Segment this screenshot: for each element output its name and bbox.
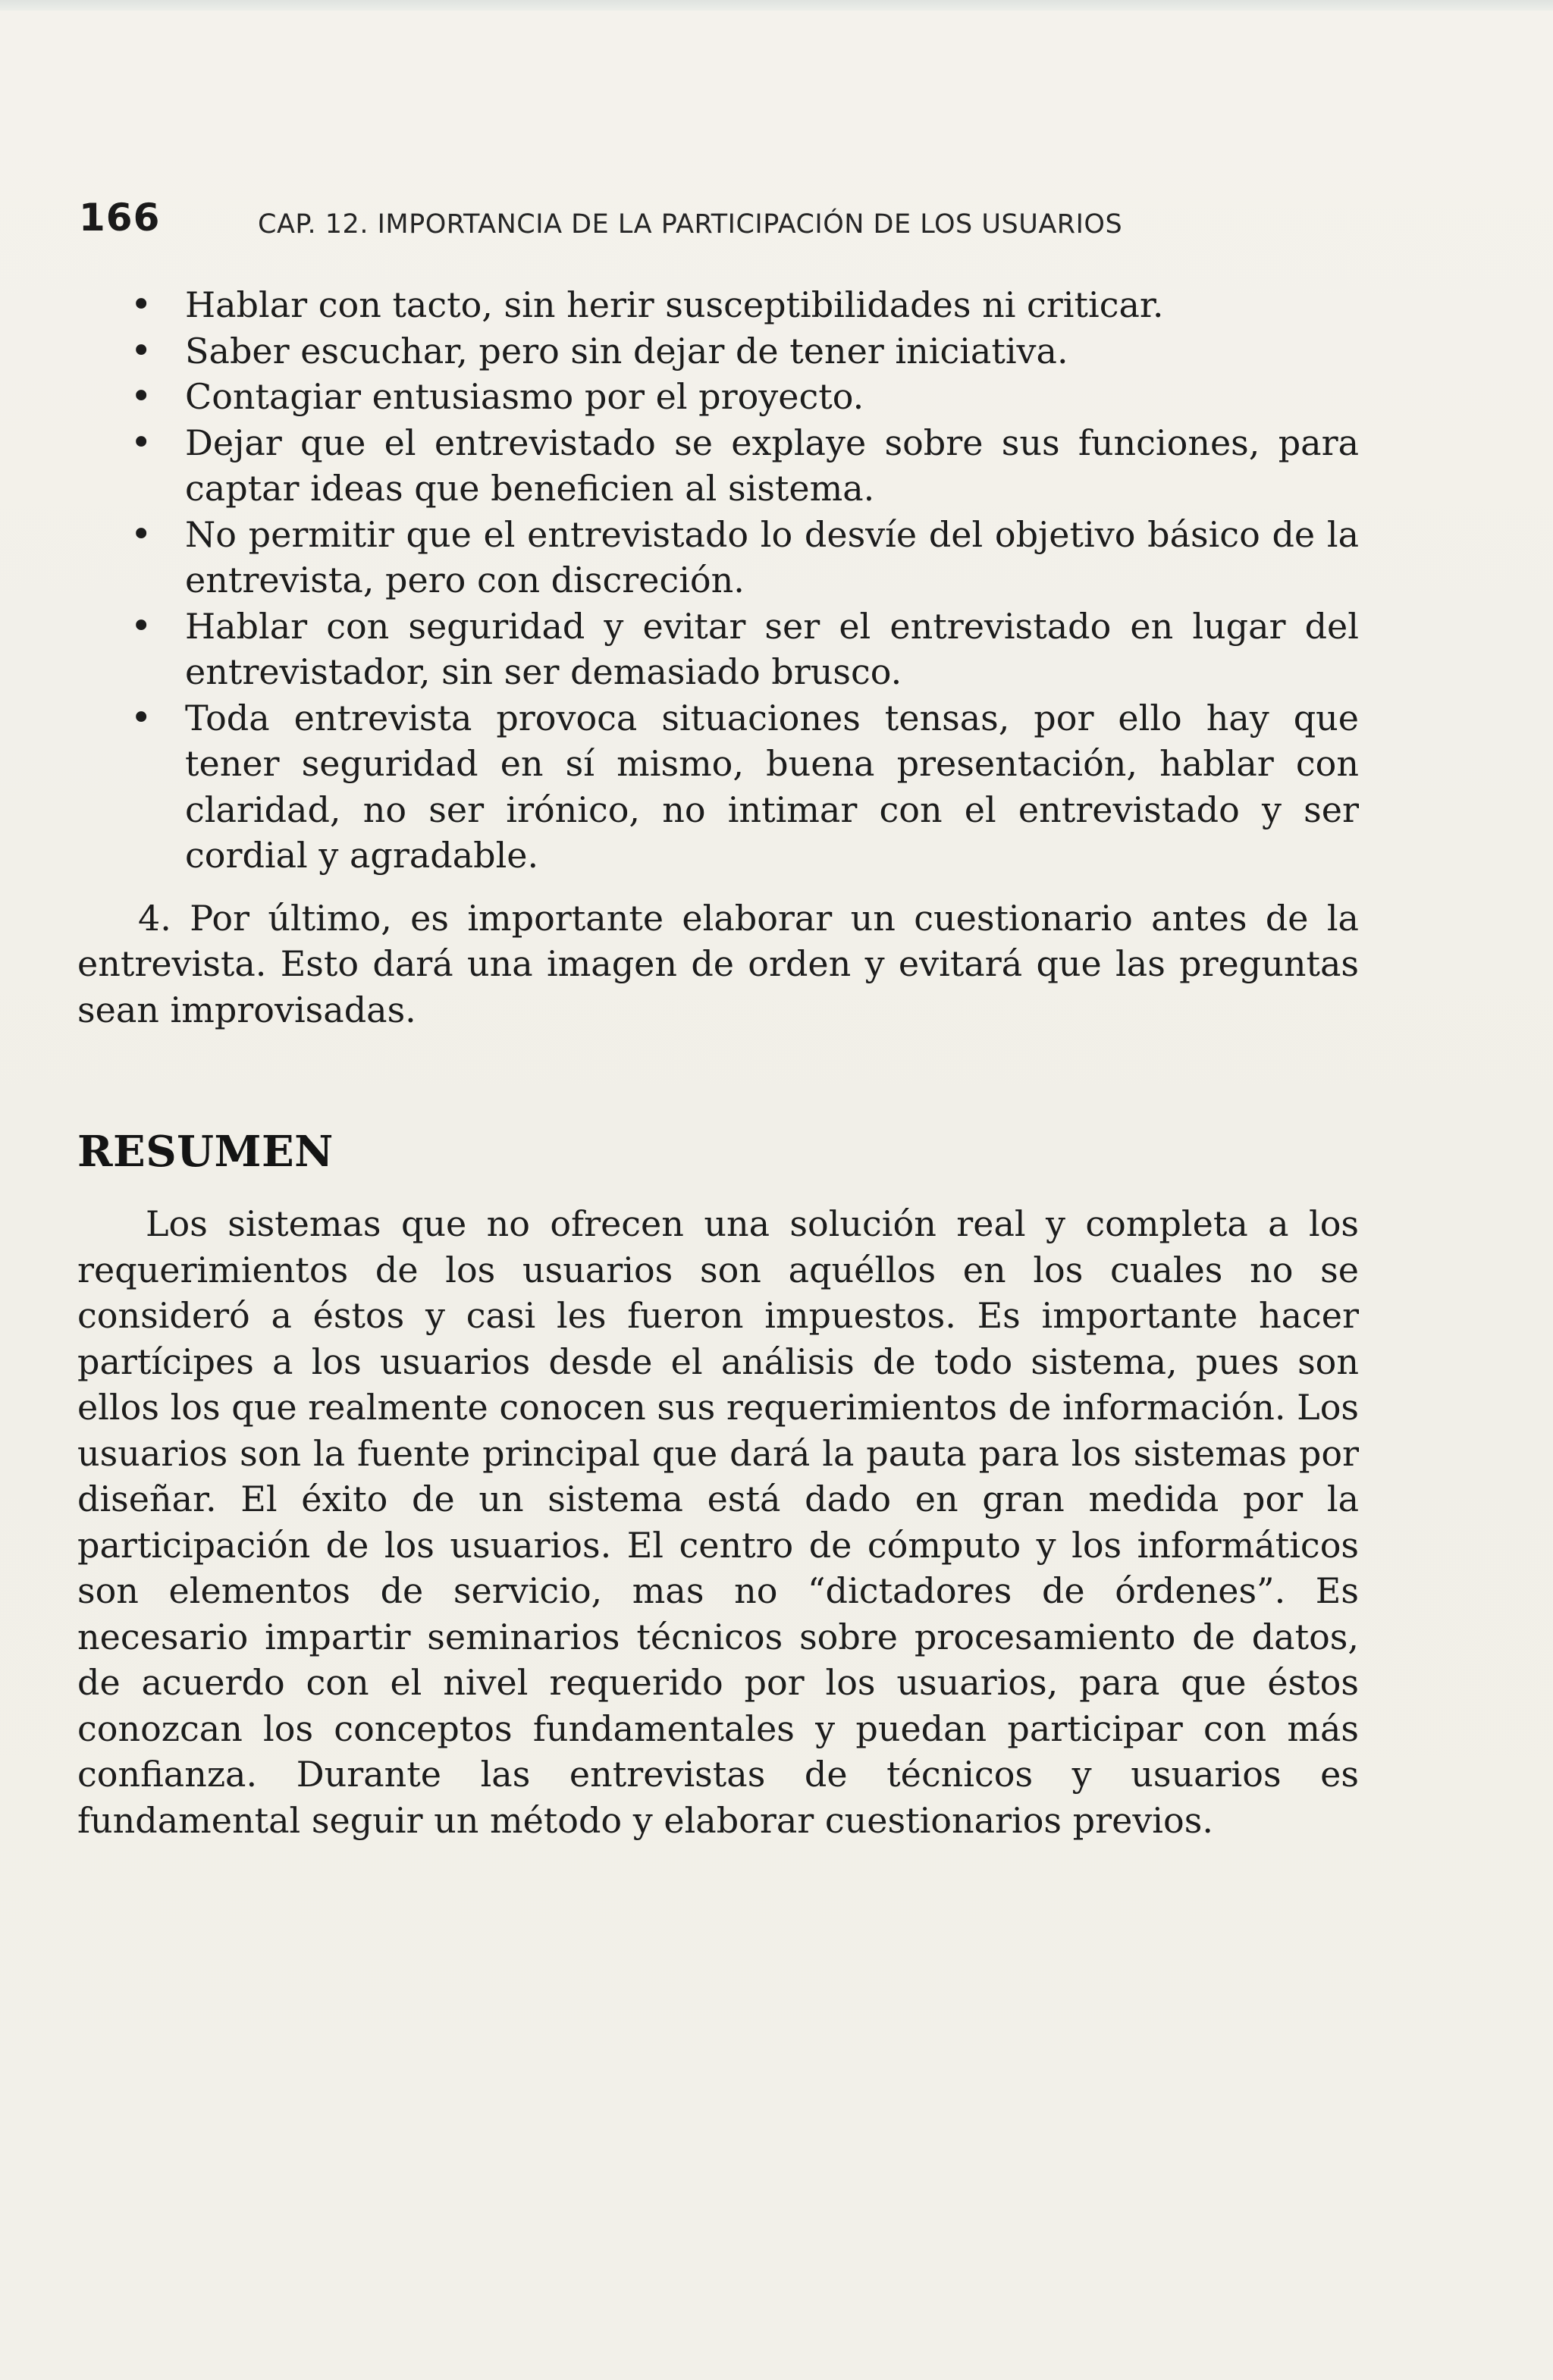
list-item: • Contagiar entusiasmo por el proyecto. [130,374,1359,420]
list-item: • Dejar que el entrevistado se explaye sobre sus funciones, para captar ideas que beneficien al sistema. [130,420,1359,512]
running-head [79,196,1368,249]
list-item: • Saber escuchar, pero sin dejar de tener iniciativa. [130,328,1359,375]
section-heading: RESUMEN [77,1127,334,1177]
interview-tips-list [130,282,1359,879]
list-item: • Toda entrevista provoca situaciones tensas, por ello hay que tener seguridad en sí mismo, buena presentación, hablar con claridad, no ser irónico, no intimar con el entrevistado y ser cordial y agradable. [130,695,1359,879]
page-content [77,282,1359,1843]
list-item: • No permitir que el entrevistado lo desvíe del objetivo básico de la entrevista, pero con discreción. [130,512,1359,604]
page-number: 166 [79,196,161,240]
chapter-title: CAP. 12. IMPORTANCIA DE LA PARTICIPACIÓN DE LOS USUARIOS [258,209,1123,240]
summary-paragraph: Los sistemas que no ofrecen una solución real y completa a los requerimientos de los usuarios son aquéllos en los cuales no se consideró a éstos y casi les fueron impuestos. Es importante hacer partícipes a los usuarios desde el análisis de todo sistema, pues son ellos los que realmente conocen sus requerimientos de información. Los usuarios son la fuente principal que dará la pauta para los sistemas por diseñar. El éxito de un sistema está dado en gran medida por la participación de los usuarios. El centro de cómputo y los informáticos son elementos de servicio, mas no “dictadores de órdenes”. Es necesario impartir seminarios técnicos sobre procesamiento de datos, de acuerdo con el nivel requerido por los usuarios, para que éstos conozcan los conceptos fundamentales y puedan participar con más confianza. Durante las entrevistas de técnicos y usuarios es fundamental seguir un método y elaborar cuestionarios previos. [77,1203,1359,1841]
list-item: • Hablar con tacto, sin herir susceptibilidades ni criticar. [130,282,1359,328]
list-item: • Hablar con seguridad y evitar ser el entrevistado en lugar del entrevistador, sin ser demasiado brusco. [130,604,1359,695]
numbered-paragraph: 4. Por último, es importante elaborar un cuestionario antes de la entrevista. Esto dará una imagen de orden y evitará que las preguntas sean improvisadas. [77,897,1359,1030]
page-top-edge [0,0,1553,11]
